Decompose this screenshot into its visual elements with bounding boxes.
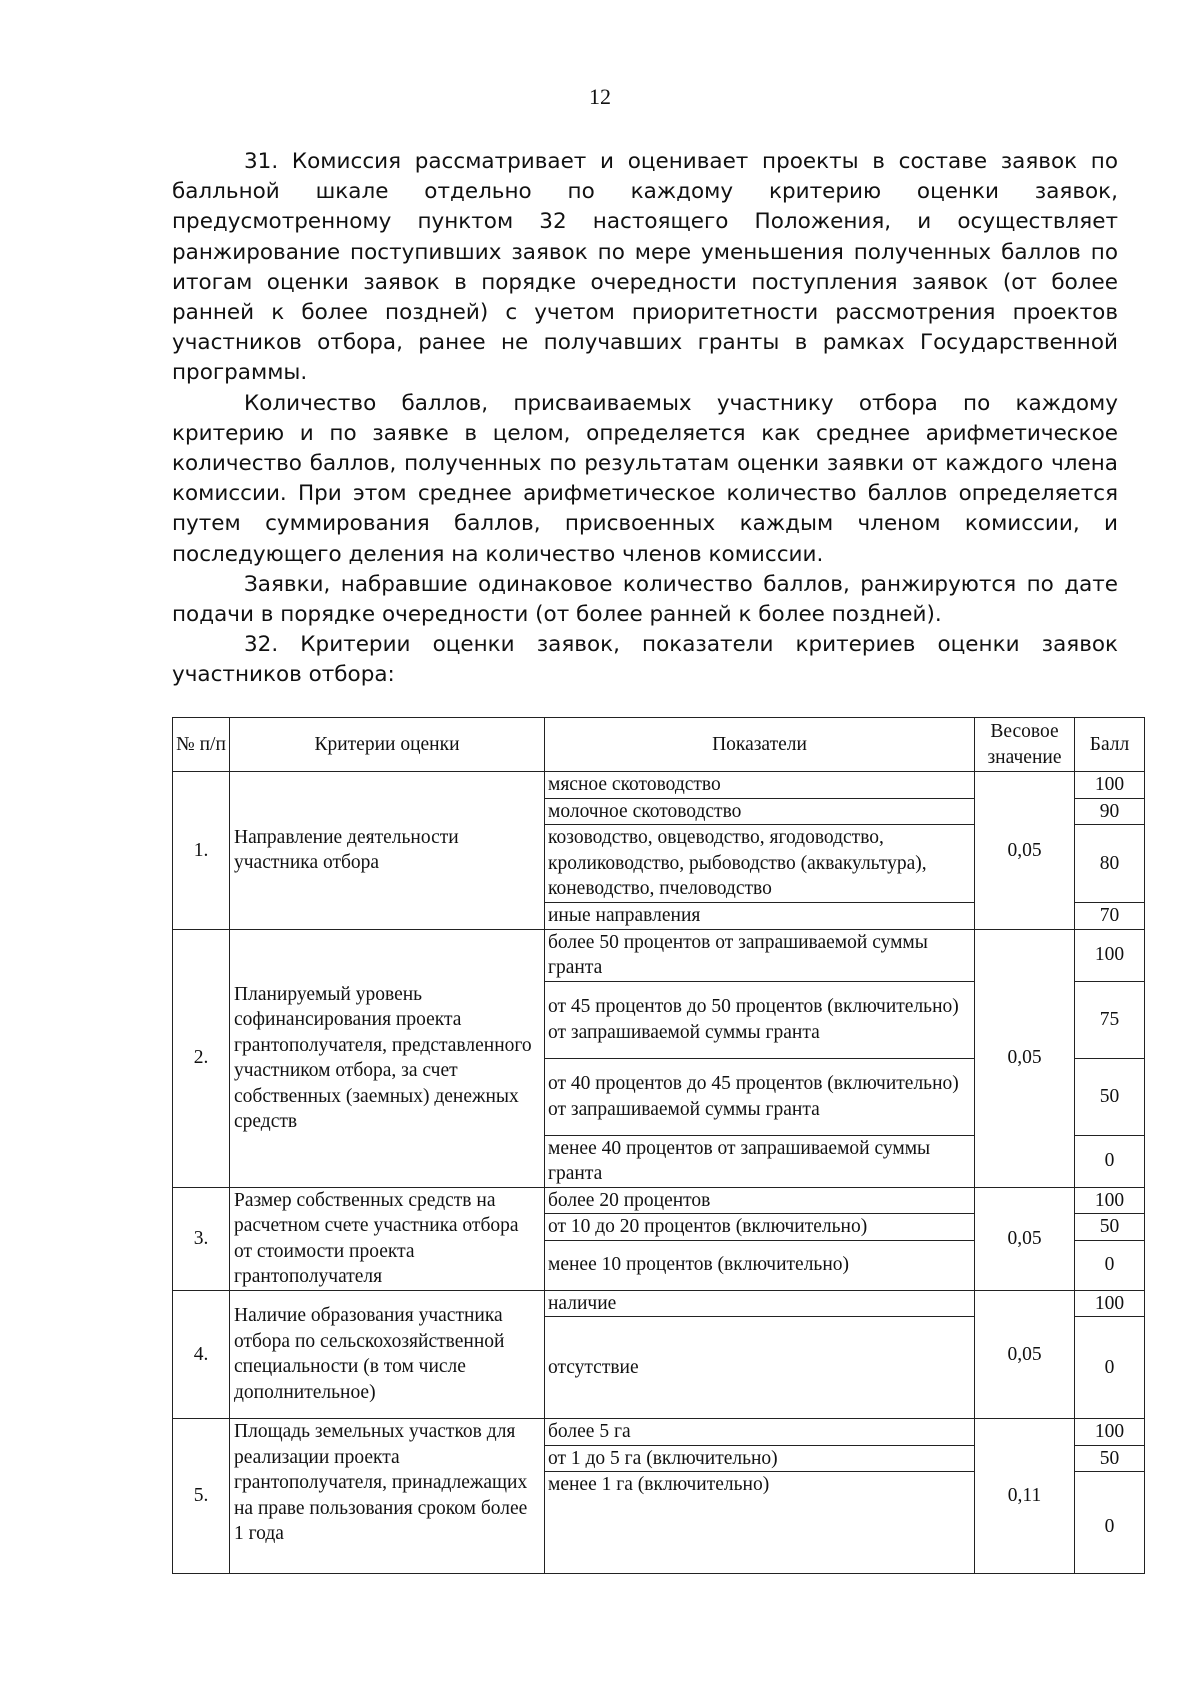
criteria-table <box>172 717 1145 1574</box>
criterion-cell: Планируемый уровень софинансирования проекта грантополучателя, представленного участником отбора, за счет собственных (заемных) денежных средств <box>230 929 545 1187</box>
row-number: 1. <box>173 772 230 930</box>
score-cell: 100 <box>1075 929 1145 981</box>
weight-cell: 0,11 <box>975 1419 1075 1574</box>
paragraph-score-averaging: Количество баллов, присваиваемых участнику отбора по каждому критерию и по заявке в целом, определяется как среднее арифметическое количество баллов, полученных по результатам оценки заявки от каждого члена комиссии. При этом среднее арифметическое количество баллов определяется путем суммирования баллов, присвоенных каждым членом комиссии, и последующего деления на количество членов комиссии. <box>172 390 1118 567</box>
header-weight: Весовое значение <box>975 718 1075 772</box>
indicator-cell: наличие <box>545 1290 975 1317</box>
score-cell: 0 <box>1075 1472 1145 1574</box>
row-number: 2. <box>173 929 230 1187</box>
score-cell: 100 <box>1075 1290 1145 1317</box>
score-cell: 90 <box>1075 798 1145 825</box>
table-row <box>173 929 1145 981</box>
indicator-cell: более 20 процентов <box>545 1187 975 1214</box>
score-cell: 80 <box>1075 825 1145 903</box>
indicator-cell: более 50 процентов от запрашиваемой суммы гранта <box>545 929 975 981</box>
indicator-cell: иные направления <box>545 903 975 930</box>
score-cell: 50 <box>1075 1445 1145 1472</box>
header-indicators: Показатели <box>545 718 975 772</box>
score-cell: 0 <box>1075 1317 1145 1419</box>
table-header-row <box>173 718 1145 772</box>
page-number: 12 <box>589 84 611 109</box>
criterion-cell: Площадь земельных участков для реализации проекта грантополучателя, принадлежащих на праве пользования сроком более 1 года <box>230 1419 545 1574</box>
row-number: 5. <box>173 1419 230 1574</box>
score-cell: 100 <box>1075 1187 1145 1214</box>
weight-cell: 0,05 <box>975 929 1075 1187</box>
indicator-cell: отсутствие <box>545 1317 975 1419</box>
indicator-cell: от 1 до 5 га (включительно) <box>545 1445 975 1472</box>
table-row <box>173 1187 1145 1214</box>
indicator-cell: от 40 процентов до 45 процентов (включительно) от запрашиваемой суммы гранта <box>545 1058 975 1135</box>
header-num: № п/п <box>173 718 230 772</box>
score-cell: 50 <box>1075 1214 1145 1241</box>
paragraph-ranking-ties: Заявки, набравшие одинаковое количество баллов, ранжируются по дате подачи в порядке очередности (от более ранней к более поздней). <box>172 571 1118 628</box>
criterion-cell: Размер собственных средств на расчетном счете участника отбора от стоимости проекта грантополучателя <box>230 1187 545 1290</box>
indicator-cell: мясное скотоводство <box>545 772 975 799</box>
indicator-cell: молочное скотоводство <box>545 798 975 825</box>
paragraph-32: 32. Критерии оценки заявок, показатели критериев оценки заявок участников отбора: <box>172 632 1118 688</box>
indicator-cell: менее 10 процентов (включительно) <box>545 1240 975 1290</box>
score-cell: 75 <box>1075 981 1145 1058</box>
weight-cell: 0,05 <box>975 1187 1075 1290</box>
table-row <box>173 1290 1145 1317</box>
score-cell: 70 <box>1075 903 1145 930</box>
weight-cell: 0,05 <box>975 1290 1075 1419</box>
row-number: 4. <box>173 1290 230 1419</box>
weight-cell: 0,05 <box>975 772 1075 930</box>
header-criteria: Критерии оценки <box>230 718 545 772</box>
score-cell: 100 <box>1075 772 1145 799</box>
indicator-cell: от 10 до 20 процентов (включительно) <box>545 1214 975 1241</box>
row-number: 3. <box>173 1187 230 1290</box>
table-row <box>173 772 1145 799</box>
paragraph-31: 31. Комиссия рассматривает и оценивает проекты в составе заявок по балльной шкале отдельно по каждому критерию оценки заявок, предусмотренному пунктом 32 настоящего Положения, и осуществляет ранжирование поступивших заявок по мере уменьшения полученных баллов по итогам оценки заявок в порядке очередности поступления заявок (от более ранней к более поздней) с учетом приоритетности рассмотрения проектов участников отбора, ранее не получавших гранты в рамках Государственной программы. <box>172 149 1118 386</box>
indicator-cell: менее 1 га (включительно) <box>545 1472 975 1574</box>
score-cell: 50 <box>1075 1058 1145 1135</box>
criterion-cell: Направление деятельности участника отбора <box>230 772 545 930</box>
score-cell: 100 <box>1075 1419 1145 1446</box>
indicator-cell: козоводство, овцеводство, ягодоводство, кролиководство, рыбоводство (аквакультура), коневодство, пчеловодство <box>545 825 975 903</box>
indicator-cell: более 5 га <box>545 1419 975 1446</box>
indicator-cell: менее 40 процентов от запрашиваемой суммы гранта <box>545 1135 975 1187</box>
table-row <box>173 1419 1145 1446</box>
indicator-cell: от 45 процентов до 50 процентов (включительно) от запрашиваемой суммы гранта <box>545 981 975 1058</box>
criterion-cell: Наличие образования участника отбора по сельскохозяйственной специальности (в том числе дополнительное) <box>230 1290 545 1419</box>
score-cell: 0 <box>1075 1240 1145 1290</box>
header-score: Балл <box>1075 718 1145 772</box>
body-text <box>172 147 1118 691</box>
score-cell: 0 <box>1075 1135 1145 1187</box>
